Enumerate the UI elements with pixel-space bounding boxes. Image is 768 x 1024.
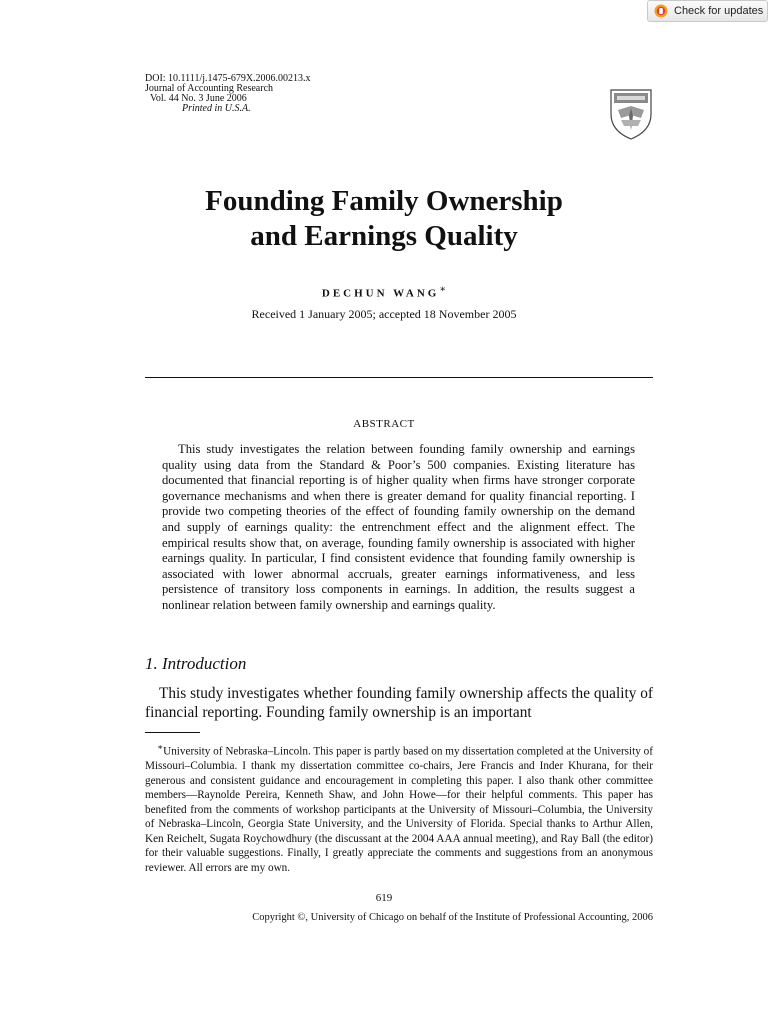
abstract-text: This study investigates the relation between founding family ownership and earnings quality using data from the Standard & Poor’s 500 companies. Existing literature has documented that financial reporting is of higher quality when firms have stronger corporate governance mechanisms and when there is greater demand for quality financial reporting. I provide two competing theories of the effect of founding family ownership on the demand and supply of earnings quality: the entrenchment effect and the alignment effect. The empirical results show that, on average, founding family ownership is associated with higher earnings quality. In particular, I find consistent evidence that founding family ownership is associated with lower abnormal accruals, greater earnings informativeness, and less persistence of transitory loss components in earnings. In addition, the results suggest a nonlinear relation between family ownership and earnings quality. <box>162 442 635 612</box>
abstract-heading: ABSTRACT <box>353 418 415 430</box>
section-heading-introduction: 1. Introduction <box>145 654 247 673</box>
printed-in: Printed in U.S.A. <box>182 103 251 114</box>
article-title <box>0 184 768 254</box>
journal-name: Journal of Accounting Research <box>145 83 274 94</box>
title-line-2: and Earnings Quality <box>250 220 518 252</box>
check-for-updates-label: Check for updates <box>674 5 764 17</box>
check-updates-icon <box>654 4 668 18</box>
university-seal-icon <box>608 88 654 140</box>
received-dates: Received 1 January 2005; accepted 18 November 2005 <box>251 307 517 321</box>
check-for-updates-button[interactable] <box>647 0 768 22</box>
doi-text: DOI: 10.1111/j.1475-679X.2006.00213.x <box>145 73 311 84</box>
footnote <box>145 740 653 875</box>
header-divider <box>145 377 653 378</box>
title-line-1: Founding Family Ownership <box>205 185 563 217</box>
footnote-divider <box>145 732 200 733</box>
author-footnote-mark: ∗ <box>439 284 447 295</box>
volume-info: Vol. 44 No. 3 June 2006 <box>150 93 247 104</box>
introduction-text: This study investigates whether founding family ownership affects the quality of financial reporting. Founding family ownership is an important <box>145 685 653 721</box>
author-line <box>0 284 768 300</box>
page-number: 619 <box>375 892 393 904</box>
copyright-notice: Copyright ©, University of Chicago on behalf of the Institute of Professional Accounting, 2006 <box>252 912 653 923</box>
author-name: DECHUN WANG <box>321 287 440 300</box>
article-metadata <box>145 74 311 114</box>
footnote-mark: ∗ <box>157 742 164 752</box>
footnote-text: University of Nebraska–Lincoln. This paper is partly based on my dissertation completed at the University of Missouri–Columbia. I thank my dissertation committee co-chairs, Jere Francis and Inder Khurana, for their generous and consistent guidance and encouragement in completing this paper. I also thank other committee members—Raynolde Pereira, Kenneth Shaw, and John Howe—for their helpful comments. This paper has benefited from the comments of workshop participants at the University of Missouri–Columbia, the University of Nebraska–Lincoln, Georgia State University, and the University of Florida. Special thanks to Arthur Allen, Ken Reichelt, Sugata Roychowdhury (the discussant at the 2004 AAA annual meeting), and Ray Ball (the editor) for their valuable suggestions. Finally, I greatly appreciate the comments and suggestions from an anonymous reviewer. All errors are my own. <box>145 745 653 874</box>
